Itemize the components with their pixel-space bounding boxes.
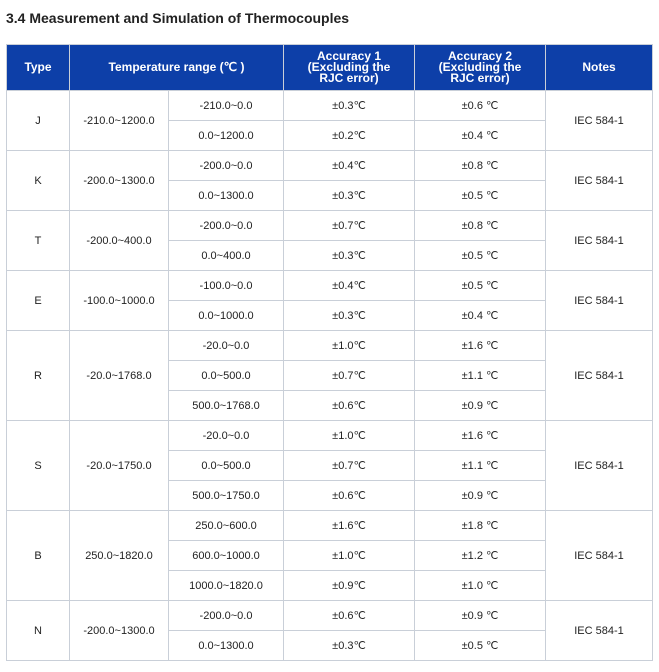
accuracy-2-cell: ±0.8 ℃ bbox=[415, 151, 546, 181]
page-title: 3.4 Measurement and Simulation of Thermocouples bbox=[6, 10, 350, 26]
subrange-cell: 0.0~1000.0 bbox=[169, 301, 284, 331]
subrange-cell: -200.0~0.0 bbox=[169, 601, 284, 631]
accuracy-1-cell: ±0.7℃ bbox=[284, 211, 415, 241]
type-cell: R bbox=[7, 331, 70, 421]
accuracy-1-cell: ±0.7℃ bbox=[284, 451, 415, 481]
accuracy-1-cell: ±0.3℃ bbox=[284, 181, 415, 211]
table-row bbox=[7, 601, 653, 631]
accuracy-2-cell: ±0.5 ℃ bbox=[415, 631, 546, 661]
notes-cell: IEC 584-1 bbox=[546, 421, 653, 511]
notes-cell: IEC 584-1 bbox=[546, 151, 653, 211]
header-accuracy-1 bbox=[284, 45, 415, 91]
notes-cell: IEC 584-1 bbox=[546, 211, 653, 271]
subrange-cell: 250.0~600.0 bbox=[169, 511, 284, 541]
type-cell: B bbox=[7, 511, 70, 601]
header-accuracy-2-line1: Accuracy 2 bbox=[447, 49, 513, 63]
accuracy-1-cell: ±0.3℃ bbox=[284, 241, 415, 271]
accuracy-2-cell: ±0.8 ℃ bbox=[415, 211, 546, 241]
subrange-cell: -200.0~0.0 bbox=[169, 151, 284, 181]
accuracy-1-cell: ±0.6℃ bbox=[284, 601, 415, 631]
subrange-cell: 1000.0~1820.0 bbox=[169, 571, 284, 601]
header-accuracy-1-line3: RJC error) bbox=[319, 71, 379, 85]
subrange-cell: -20.0~0.0 bbox=[169, 421, 284, 451]
accuracy-1-cell: ±1.0℃ bbox=[284, 541, 415, 571]
accuracy-1-cell: ±0.7℃ bbox=[284, 361, 415, 391]
subrange-cell: -100.0~0.0 bbox=[169, 271, 284, 301]
accuracy-1-cell: ±1.0℃ bbox=[284, 331, 415, 361]
subrange-cell: 0.0~1300.0 bbox=[169, 631, 284, 661]
accuracy-2-cell: ±1.1 ℃ bbox=[415, 451, 546, 481]
accuracy-2-cell: ±0.4 ℃ bbox=[415, 301, 546, 331]
table-row bbox=[7, 511, 653, 541]
subrange-cell: 0.0~500.0 bbox=[169, 451, 284, 481]
accuracy-1-cell: ±1.6℃ bbox=[284, 511, 415, 541]
subrange-cell: -20.0~0.0 bbox=[169, 331, 284, 361]
accuracy-2-cell: ±0.9 ℃ bbox=[415, 391, 546, 421]
accuracy-1-cell: ±0.6℃ bbox=[284, 481, 415, 511]
range-cell: -210.0~1200.0 bbox=[70, 91, 169, 151]
range-cell: -200.0~1300.0 bbox=[70, 601, 169, 661]
notes-cell: IEC 584-1 bbox=[546, 271, 653, 331]
table-row bbox=[7, 211, 653, 241]
range-cell: -20.0~1750.0 bbox=[70, 421, 169, 511]
accuracy-2-cell: ±1.6 ℃ bbox=[415, 421, 546, 451]
table-row bbox=[7, 271, 653, 301]
accuracy-2-cell: ±0.4 ℃ bbox=[415, 121, 546, 151]
subrange-cell: -200.0~0.0 bbox=[169, 211, 284, 241]
range-cell: -20.0~1768.0 bbox=[70, 331, 169, 421]
accuracy-1-cell: ±0.3℃ bbox=[284, 91, 415, 121]
accuracy-1-cell: ±0.6℃ bbox=[284, 391, 415, 421]
range-cell: -200.0~400.0 bbox=[70, 211, 169, 271]
subrange-cell: 0.0~500.0 bbox=[169, 361, 284, 391]
type-cell: K bbox=[7, 151, 70, 211]
accuracy-2-cell: ±0.9 ℃ bbox=[415, 481, 546, 511]
range-cell: 250.0~1820.0 bbox=[70, 511, 169, 601]
accuracy-2-cell: ±1.8 ℃ bbox=[415, 511, 546, 541]
notes-cell: IEC 584-1 bbox=[546, 511, 653, 601]
type-cell: N bbox=[7, 601, 70, 661]
range-cell: -200.0~1300.0 bbox=[70, 151, 169, 211]
subrange-cell: 0.0~400.0 bbox=[169, 241, 284, 271]
accuracy-1-cell: ±0.2℃ bbox=[284, 121, 415, 151]
header-accuracy-1-line1: Accuracy 1 bbox=[316, 49, 382, 63]
subrange-cell: 600.0~1000.0 bbox=[169, 541, 284, 571]
table-body bbox=[7, 91, 653, 661]
type-cell: T bbox=[7, 211, 70, 271]
accuracy-1-cell: ±0.4℃ bbox=[284, 151, 415, 181]
subrange-cell: 0.0~1200.0 bbox=[169, 121, 284, 151]
notes-cell: IEC 584-1 bbox=[546, 601, 653, 661]
table-row bbox=[7, 421, 653, 451]
type-cell: E bbox=[7, 271, 70, 331]
accuracy-2-cell: ±1.2 ℃ bbox=[415, 541, 546, 571]
thermocouple-table bbox=[6, 44, 653, 661]
subrange-cell: 500.0~1750.0 bbox=[169, 481, 284, 511]
header-accuracy-2 bbox=[415, 45, 546, 91]
accuracy-2-cell: ±0.5 ℃ bbox=[415, 241, 546, 271]
accuracy-2-cell: ±1.6 ℃ bbox=[415, 331, 546, 361]
accuracy-1-cell: ±1.0℃ bbox=[284, 421, 415, 451]
subrange-cell: 0.0~1300.0 bbox=[169, 181, 284, 211]
accuracy-1-cell: ±0.9℃ bbox=[284, 571, 415, 601]
accuracy-1-cell: ±0.3℃ bbox=[284, 301, 415, 331]
header-accuracy-2-line2: (Excluding the bbox=[438, 60, 522, 74]
header-temperature-range: Temperature range (℃ ) bbox=[70, 45, 284, 91]
header-notes: Notes bbox=[546, 45, 653, 91]
table-row bbox=[7, 331, 653, 361]
accuracy-1-cell: ±0.4℃ bbox=[284, 271, 415, 301]
table-row bbox=[7, 151, 653, 181]
header-accuracy-1-line2: (Excluding the bbox=[307, 60, 391, 74]
subrange-cell: 500.0~1768.0 bbox=[169, 391, 284, 421]
accuracy-2-cell: ±0.6 ℃ bbox=[415, 91, 546, 121]
accuracy-1-cell: ±0.3℃ bbox=[284, 631, 415, 661]
accuracy-2-cell: ±1.0 ℃ bbox=[415, 571, 546, 601]
notes-cell: IEC 584-1 bbox=[546, 331, 653, 421]
range-cell: -100.0~1000.0 bbox=[70, 271, 169, 331]
type-cell: S bbox=[7, 421, 70, 511]
header-accuracy-2-line3: RJC error) bbox=[450, 71, 510, 85]
notes-cell: IEC 584-1 bbox=[546, 91, 653, 151]
type-cell: J bbox=[7, 91, 70, 151]
accuracy-2-cell: ±1.1 ℃ bbox=[415, 361, 546, 391]
header-type: Type bbox=[7, 45, 70, 91]
table-row bbox=[7, 91, 653, 121]
accuracy-2-cell: ±0.9 ℃ bbox=[415, 601, 546, 631]
accuracy-2-cell: ±0.5 ℃ bbox=[415, 271, 546, 301]
accuracy-2-cell: ±0.5 ℃ bbox=[415, 181, 546, 211]
subrange-cell: -210.0~0.0 bbox=[169, 91, 284, 121]
table-header bbox=[7, 45, 653, 91]
